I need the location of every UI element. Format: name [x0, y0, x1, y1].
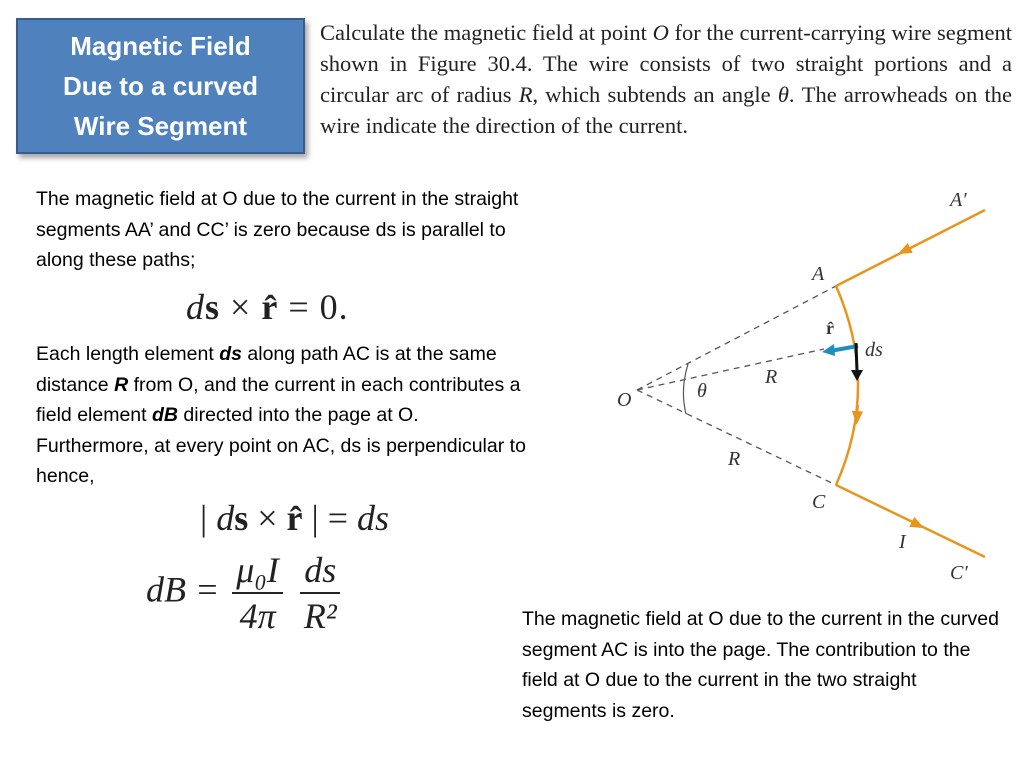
eq3-den1: 4π	[239, 596, 276, 636]
eq1-s: s	[205, 287, 221, 327]
label-C: C	[812, 491, 826, 513]
problem-statement	[320, 17, 1012, 141]
eq3-num1: μ₀I	[232, 548, 283, 594]
eq3-num2: ds	[300, 548, 340, 594]
current-arrow-2	[857, 405, 858, 418]
title-line-3: Wire Segment	[73, 111, 248, 141]
label-C-prime: C′	[950, 562, 968, 584]
paragraph-arc-segment	[36, 339, 536, 492]
label-theta: θ	[697, 380, 707, 402]
title-line-1: Magnetic Field	[70, 31, 251, 61]
eq1-r-hat: r̂	[261, 287, 279, 327]
p2-a: Each length element	[36, 343, 220, 365]
problem-part-1: Calculate the magnetic field at point	[320, 20, 653, 45]
p2-ds: ds	[219, 343, 242, 365]
eq2-right: | =	[302, 498, 358, 538]
label-R-upper: R	[765, 366, 778, 388]
label-r-hat: r̂	[826, 318, 834, 338]
paragraph-straight-segments: The magnetic field at O due to the current in the straight segments AA’ and CC’ is zero because ds is parallel to along these paths;	[36, 188, 519, 271]
problem-point: O	[652, 20, 669, 45]
eq2-ds: ds	[357, 498, 390, 538]
label-R-lower: R	[728, 448, 741, 470]
p2-R: R	[114, 373, 129, 396]
label-O: O	[617, 389, 632, 411]
p2-c: from O, and the current in each contributes a field element	[36, 373, 521, 426]
label-A: A	[812, 263, 825, 285]
eq3-lhs: dB =	[146, 569, 220, 610]
problem-angle: θ	[777, 82, 789, 107]
dashed-line-OA	[637, 286, 836, 390]
theta-arc	[683, 364, 688, 414]
ds-arrow	[856, 343, 857, 372]
problem-part-4: . The arrowheads on the wire indicate the direction of the current.	[320, 82, 1013, 138]
r-hat-arrowhead	[822, 344, 835, 356]
current-arrow-3	[906, 519, 918, 525]
label-A-prime: A′	[950, 189, 967, 211]
problem-part-2: for the current-carrying wire segment shown in Figure 30.4. The wire consists of two straight portions and a circular arc of radius	[320, 20, 1012, 107]
p2-b: along path AC is at the same distance	[36, 343, 497, 396]
dashed-line-OC	[637, 390, 836, 485]
eq2-cross: ×	[248, 498, 287, 538]
eq2-s: s	[234, 498, 249, 538]
current-arrow-1	[904, 245, 916, 251]
eq3-fraction-2	[300, 548, 341, 638]
paragraph-conclusion: The magnetic field at O due to the current in the curved segment AC is into the page. The contribution to the field at O due to the current in the two straight segments is zero.	[522, 608, 999, 722]
label-ds: ds	[865, 339, 883, 361]
equation-cross-zero	[186, 286, 349, 328]
eq1-d: d	[186, 287, 205, 327]
eq2-r-hat: r̂	[286, 498, 303, 538]
eq3-fraction-1	[232, 548, 283, 638]
problem-radius: R	[518, 82, 533, 107]
ds-arrowhead	[851, 370, 863, 381]
eq1-rest: = 0.	[278, 287, 349, 327]
wire-arc-AC	[836, 286, 858, 485]
title-line-2: Due to a curved	[62, 71, 259, 101]
eq2-d: d	[216, 498, 235, 538]
equation-magnitude	[200, 497, 389, 539]
dashed-line-O-ds	[637, 349, 824, 390]
eq3-den2: R²	[303, 596, 337, 636]
p2-d: directed into the page at O. Furthermore, at every point on AC, ds is perpendicular to hence,	[36, 404, 526, 487]
label-I: I	[899, 531, 906, 553]
equation-biot-savart	[146, 548, 345, 638]
problem-part-3: , which subtends an angle	[532, 82, 778, 107]
eq2-left: |	[200, 498, 217, 538]
p2-dB: dB	[151, 404, 178, 426]
curved-wire-figure	[600, 180, 1020, 590]
eq1-cross: ×	[220, 287, 262, 327]
slide-title	[16, 18, 305, 154]
